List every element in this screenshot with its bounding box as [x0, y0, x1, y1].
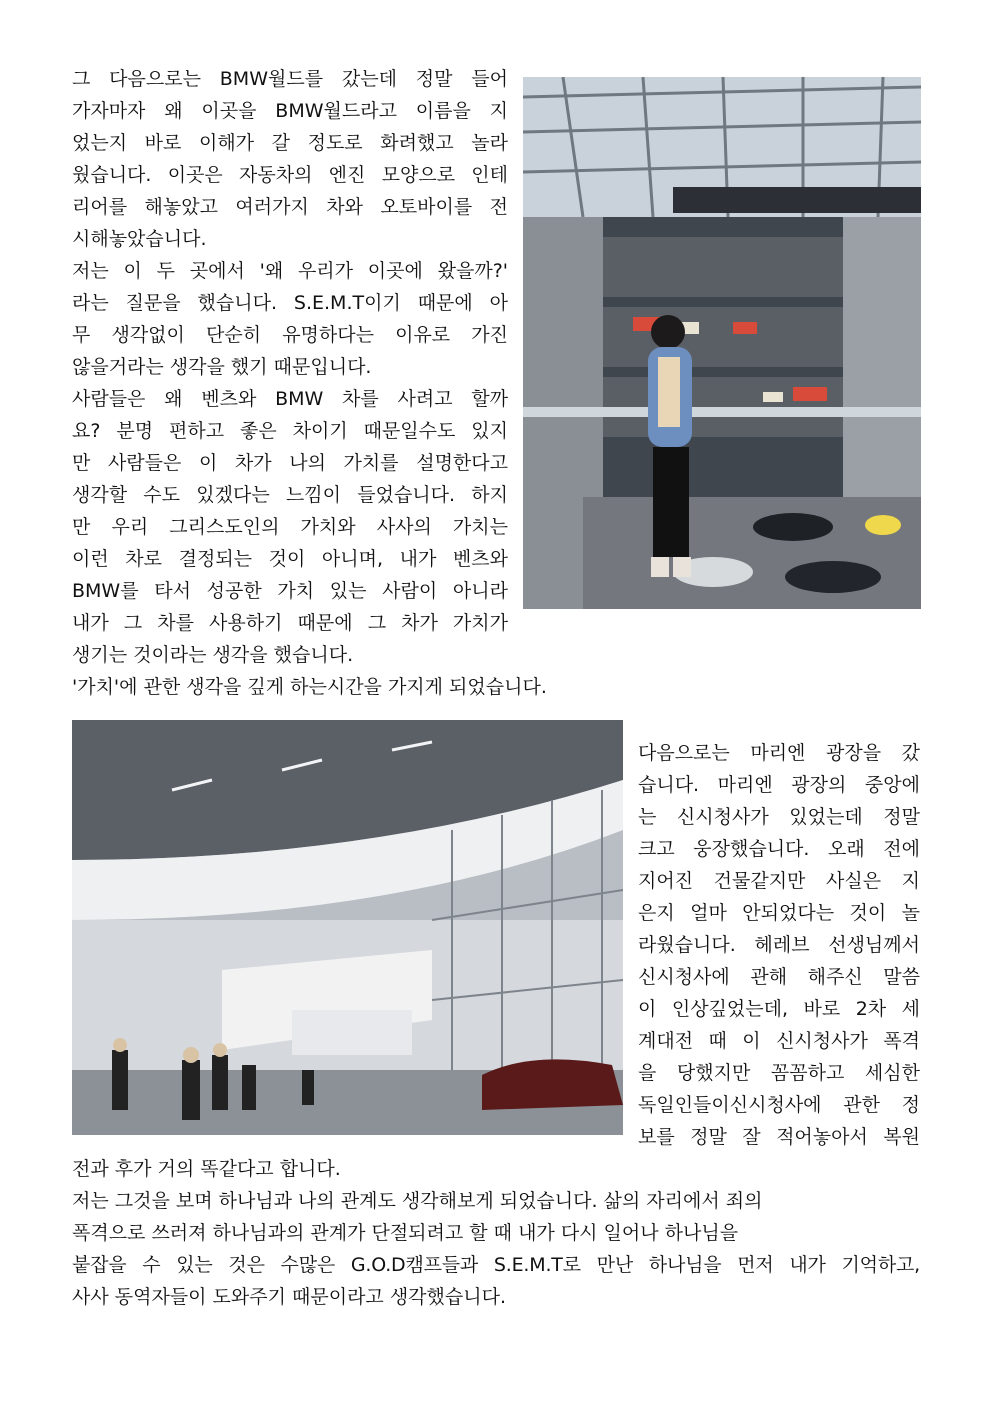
paragraph-closing-line: '가치'에 관한 생각을 깊게 하는시간을 가지게 되었습니다.	[72, 676, 547, 698]
paragraph-line: 리어를 해놓았고 여러가지 차와 오토바이를 전	[72, 196, 508, 218]
paragraph-line: 시해놓았습니다.	[72, 228, 207, 250]
paragraph-line: 보를 정말 잘 적어놓아서 복원	[638, 1126, 920, 1148]
paragraph-line: 웠습니다. 이곳은 자동차의 엔진 모양으로 인테	[72, 164, 508, 186]
paragraph-line: 을 당했지만 꼼꼼하고 세심한	[638, 1062, 920, 1084]
paragraph-line: 라웠습니다. 헤레브 선생님께서	[638, 934, 920, 956]
paragraph-line: 이런 차로 결정되는 것이 아니며, 내가 벤츠와	[72, 548, 508, 570]
paragraph-line: 었는지 바로 이해가 갈 정도로 화려했고 놀라	[72, 132, 508, 154]
paragraph-line: 는 신시청사가 있었는데 정말	[638, 806, 920, 828]
paragraph-line: 생각할 수도 있겠다는 느낌이 들었습니다. 하지	[72, 484, 508, 506]
paragraph-line: 만 우리 그리스도인의 가치와 사사의 가치는	[72, 516, 508, 538]
paragraph-line: 저는 그것을 보며 하나님과 나의 관계도 생각해보게 되었습니다. 삶의 자리에서 죄의	[72, 1190, 763, 1212]
paragraph-line: 신시청사에 관해 해주신 말씀	[638, 966, 920, 988]
paragraph-line: 습니다. 마리엔 광장의 중앙에	[638, 774, 920, 796]
paragraph-line: 다음으로는 마리엔 광장을 갔	[638, 742, 920, 764]
bmw-hall-photo	[72, 720, 623, 1135]
paragraph-line: 라는 질문을 했습니다. S.E.M.T이기 때문에 아	[72, 292, 508, 314]
paragraph-line: 그 다음으로는 BMW월드를 갔는데 정말 들어	[72, 68, 508, 90]
paragraph-line: 계대전 때 이 신시청사가 폭격	[638, 1030, 920, 1052]
bmw-world-photo	[523, 77, 921, 609]
paragraph-line: 생기는 것이라는 생각을 했습니다.	[72, 644, 354, 666]
paragraph-line: 지어진 건물같지만 사실은 지	[638, 870, 920, 892]
paragraph-line: 가자마자 왜 이곳을 BMW월드라고 이름을 지	[72, 100, 508, 122]
paragraph-line: 크고 웅장했습니다. 오래 전에	[638, 838, 920, 860]
bmw-world-illustration	[523, 77, 921, 609]
paragraph-line: 요? 분명 편하고 좋은 차이기 때문일수도 있지	[72, 420, 508, 442]
paragraph-line: 않을거라는 생각을 했기 때문입니다.	[72, 356, 372, 378]
paragraph-line: 독일인들이신시청사에 관한 정	[638, 1094, 920, 1116]
paragraph-line: 무 생각없이 단순히 유명하다는 이유로 가진	[72, 324, 508, 346]
paragraph-line: 붙잡을 수 있는 것은 수많은 G.O.D캠프들과 S.E.M.T로 만난 하나님을 먼저 내가 기억하고,	[72, 1254, 920, 1276]
paragraph-line: 사람들은 왜 벤츠와 BMW 차를 사려고 할까	[72, 388, 508, 410]
paragraph-line: 은지 얼마 안되었다는 것이 놀	[638, 902, 920, 924]
paragraph-line: 사사 동역자들이 도와주기 때문이라고 생각했습니다.	[72, 1286, 506, 1308]
paragraph-line: 폭격으로 쓰러져 하나님과의 관계가 단절되려고 할 때 내가 다시 일어나 하나님을	[72, 1222, 739, 1244]
paragraph-line: 만 사람들은 이 차가 나의 가치를 설명한다고	[72, 452, 508, 474]
paragraph-line: 저는 이 두 곳에서 '왜 우리가 이곳에 왔을까?'	[72, 260, 508, 282]
paragraph-line: 전과 후가 거의 똑같다고 합니다.	[72, 1158, 341, 1180]
paragraph-line: 이 인상깊었는데, 바로 2차 세	[638, 998, 920, 1020]
paragraph-line: 내가 그 차를 사용하기 때문에 그 차가 가치가	[72, 612, 508, 634]
paragraph-line: BMW를 타서 성공한 가치 있는 사람이 아니라	[72, 580, 508, 602]
bmw-hall-illustration	[72, 720, 623, 1135]
